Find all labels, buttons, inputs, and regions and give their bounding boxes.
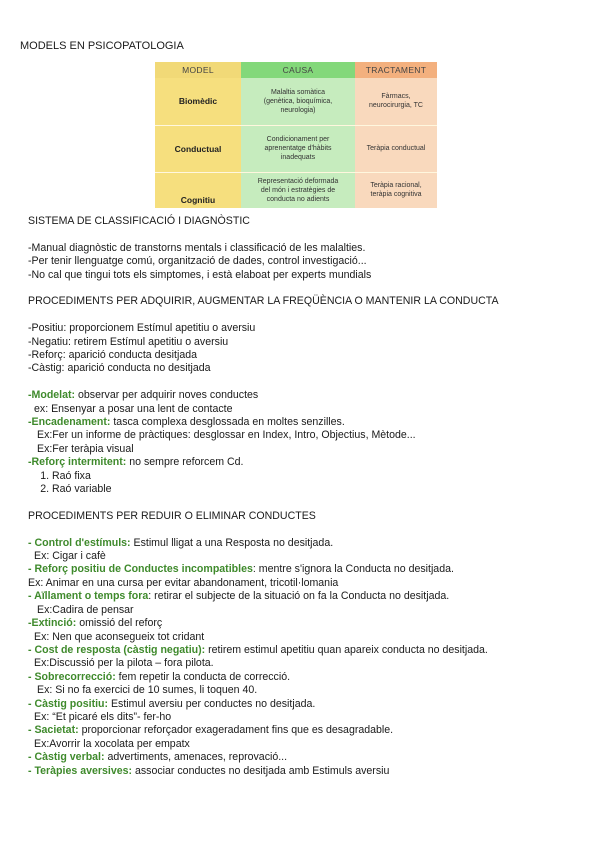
definition-line (28, 698, 588, 711)
header-model: MODEL (155, 62, 241, 78)
definition-line (28, 416, 588, 429)
definition: no sempre reforcem Cd. (126, 456, 244, 469)
example-line: Ex:Cadira de pensar (37, 603, 134, 616)
example-line: Ex: Animar en una cursa per evitar abandonament, tricotil·lomania (28, 576, 339, 589)
term: - Sacietat: (28, 724, 79, 737)
definition-line (28, 765, 588, 778)
text-line: -Reforç: aparició conducta desitjada (28, 349, 198, 362)
definition-line (28, 751, 588, 764)
section-heading: PROCEDIMENTS PER REDUIR O ELIMINAR CONDUCTES (28, 509, 316, 522)
term: - Reforç positiu de Conductes incompatibles (28, 563, 253, 576)
example-line: Ex: Cigar i cafè (34, 550, 106, 563)
term: -Encadenament: (28, 416, 111, 429)
model-cell: Biomèdic (155, 78, 241, 125)
definition: omissió del reforç (76, 617, 163, 630)
text-line: -Manual diagnòstic de transtorns mentals i classificació de les malalties. (28, 241, 366, 254)
term: - Cost de resposta (càstig negatiu): (28, 643, 206, 656)
tractament-cell: Teràpia conductual (355, 125, 437, 172)
definition-line (28, 617, 588, 630)
definition-line (28, 389, 588, 402)
page-title: MODELS EN PSICOPATOLOGIA (20, 40, 184, 52)
document-body (28, 215, 588, 778)
definition: advertiments, amenaces, reprovació... (104, 751, 288, 764)
example-line: Ex:Avorrir la xocolata per empatx (34, 737, 190, 750)
causa-cell: Representació deformada del món i estratègies de conducta no adients (241, 172, 355, 208)
term: - Control d'estímuls: (28, 536, 131, 549)
definition: tasca complexa desglossada en moltes senzilles. (110, 416, 345, 429)
list-item: 1. Raó fixa (52, 470, 588, 483)
table-row (155, 172, 437, 208)
definition-line (28, 563, 588, 576)
causa-cell: Malaltia somàtica (genètica, bioquímica, neurologia) (241, 78, 355, 125)
definition: observar per adquirir noves conductes (75, 389, 259, 402)
section-heading: SISTEMA DE CLASSIFICACIÓ I DIAGNÒSTIC (28, 215, 250, 227)
header-tractament: TRACTAMENT (355, 62, 437, 78)
definition-line (28, 671, 588, 684)
list-item: 2. Raó variable (52, 483, 588, 496)
definition: fem repetir la conducta de correcció. (115, 670, 291, 683)
header-causa: CAUSA (241, 62, 355, 78)
definition-line (28, 724, 588, 737)
table-header-row (155, 62, 437, 78)
term: -Extinció: (28, 617, 77, 630)
definition: Estimul aversiu per conductes no desitjada. (108, 697, 316, 710)
tractament-cell: Fàrmacs, neurocirurgia, TC (355, 78, 437, 125)
example-line: Ex:Fer teràpia visual (37, 442, 134, 455)
term: - Càstig positiu: (28, 697, 109, 710)
example-line: Ex: Si no fa exercici de 10 sumes, li toquen 40. (37, 684, 258, 697)
term: -Reforç intermitent: (28, 456, 127, 469)
term: - Aïllament o temps fora (28, 590, 149, 603)
numbered-list (28, 470, 588, 497)
definition-line (28, 537, 588, 550)
term: - Càstig verbal: (28, 751, 105, 764)
definition-line (28, 644, 588, 657)
model-cell: Cognitiu (155, 172, 241, 208)
tractament-cell: Teràpia racional, teràpia cognitiva (355, 172, 437, 208)
model-cell: Conductual (155, 125, 241, 172)
text-line: -Positiu: proporcionem Estímul apetitiu o aversiu (28, 322, 256, 335)
text-line: -No cal que tingui tots els simptomes, i està elaboat per experts mundials (28, 268, 372, 281)
example-line: Ex:Discussió per la pilota – fora pilota. (34, 657, 214, 670)
example-line: ex: Ensenyar a posar una lent de contacte (34, 402, 233, 415)
definition: associar conductes no desitjada amb Estimuls aversiu (132, 764, 390, 777)
example-line: Ex: Nen que aconsegueix tot cridant (34, 630, 205, 643)
term: -Modelat: (28, 389, 76, 402)
term: - Sobrecorrecció: (28, 670, 116, 683)
reduce-procedures-list (28, 537, 588, 778)
definition-line (28, 456, 588, 469)
definition: Estimul lligat a una Resposta no desitjada. (130, 536, 334, 549)
text-line: -Per tenir llenguatge comú, organització de dades, control investigació... (28, 255, 367, 268)
text-line: -Càstig: aparició conducta no desitjada (28, 362, 211, 375)
example-line: Ex:Fer un informe de pràctiques: desglossar en Index, Intro, Objectius, Mètode... (37, 429, 416, 442)
definition: : mentre s'ignora la Conducta no desitjada. (252, 563, 454, 576)
term: - Teràpies aversives: (28, 764, 133, 777)
table-row (155, 78, 437, 125)
definition: retirem estimul apetitiu quan apareix conducta no desitjada. (205, 643, 488, 656)
definition: proporcionar reforçador exageradament fins que es desagradable. (78, 724, 394, 737)
section-heading: PROCEDIMENTS PER ADQUIRIR, AUGMENTAR LA FREQÜÈNCIA O MANTENIR LA CONDUCTA (28, 295, 499, 308)
models-table (155, 62, 437, 208)
example-line: Ex: “Et picaré els dits”- fer-ho (34, 710, 172, 723)
definition-line (28, 590, 588, 603)
definition: : retirar el subjecte de la situació on fa la Conducta no desitjada. (148, 590, 450, 603)
text-line: -Negatiu: retirem Estímul apetitiu o aversiu (28, 335, 229, 348)
causa-cell: Condicionament per aprenentatge d'hàbits inadequats (241, 125, 355, 172)
table-row (155, 125, 437, 172)
